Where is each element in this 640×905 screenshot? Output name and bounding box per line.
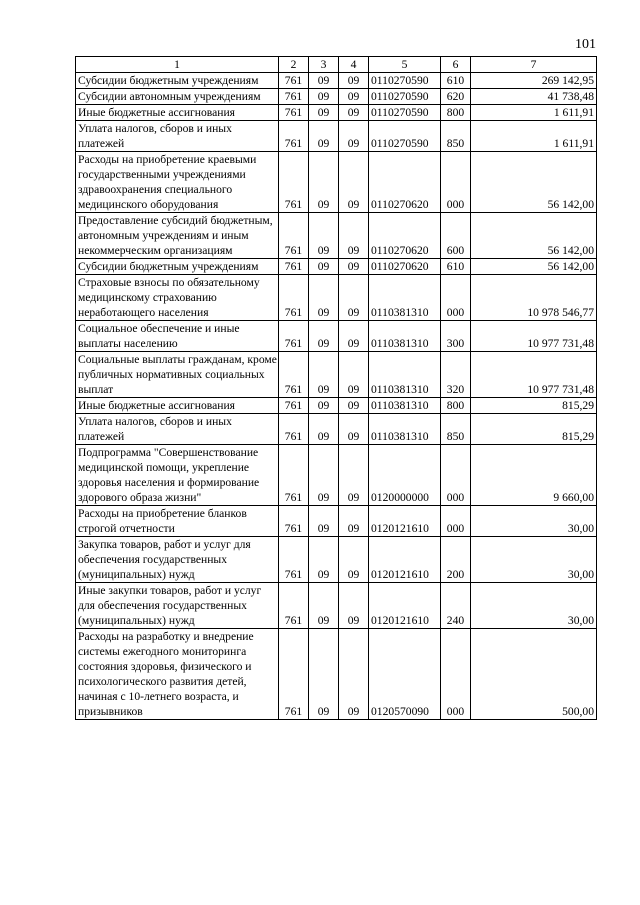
row-subsection-cell: 09	[339, 152, 369, 213]
row-name-cell: Закупка товаров, работ и услуг для обеспечения государственных (муниципальных) нужд	[76, 537, 279, 583]
table-row	[76, 105, 597, 121]
row-section-cell: 09	[309, 89, 339, 105]
row-section-cell: 09	[309, 121, 339, 152]
row-subsection-cell: 09	[339, 537, 369, 583]
row-subsection-cell: 09	[339, 259, 369, 275]
column-header: 2	[279, 57, 309, 73]
row-expense-type-cell: 850	[441, 121, 471, 152]
row-ministry-cell: 761	[279, 321, 309, 352]
row-section-cell: 09	[309, 537, 339, 583]
row-subsection-cell: 09	[339, 213, 369, 259]
table-row	[76, 213, 597, 259]
row-amount-cell: 41 738,48	[471, 89, 597, 105]
row-expense-type-cell: 610	[441, 73, 471, 89]
row-target-article-cell: 0120121610	[369, 583, 441, 629]
row-section-cell: 09	[309, 629, 339, 720]
row-ministry-cell: 761	[279, 414, 309, 445]
row-ministry-cell: 761	[279, 583, 309, 629]
row-section-cell: 09	[309, 275, 339, 321]
row-name-cell: Социальные выплаты гражданам, кроме публичных нормативных социальных выплат	[76, 352, 279, 398]
row-expense-type-cell: 600	[441, 213, 471, 259]
row-expense-type-cell: 800	[441, 105, 471, 121]
row-ministry-cell: 761	[279, 73, 309, 89]
row-name-cell: Расходы на приобретение краевыми государственными учреждениями здравоохранения специального медицинского оборудования	[76, 152, 279, 213]
table-row	[76, 152, 597, 213]
row-amount-cell: 10 978 546,77	[471, 275, 597, 321]
budget-table	[75, 56, 597, 720]
row-section-cell: 09	[309, 213, 339, 259]
row-expense-type-cell: 000	[441, 506, 471, 537]
table-row	[76, 275, 597, 321]
row-section-cell: 09	[309, 583, 339, 629]
row-subsection-cell: 09	[339, 629, 369, 720]
row-target-article-cell: 0120121610	[369, 537, 441, 583]
row-expense-type-cell: 800	[441, 398, 471, 414]
row-amount-cell: 56 142,00	[471, 152, 597, 213]
row-expense-type-cell: 240	[441, 583, 471, 629]
row-ministry-cell: 761	[279, 105, 309, 121]
row-amount-cell: 500,00	[471, 629, 597, 720]
table-row	[76, 398, 597, 414]
row-name-cell: Субсидии автономным учреждениям	[76, 89, 279, 105]
row-subsection-cell: 09	[339, 583, 369, 629]
row-section-cell: 09	[309, 398, 339, 414]
row-amount-cell: 10 977 731,48	[471, 352, 597, 398]
row-expense-type-cell: 000	[441, 275, 471, 321]
column-header: 6	[441, 57, 471, 73]
row-subsection-cell: 09	[339, 445, 369, 506]
row-ministry-cell: 761	[279, 398, 309, 414]
row-name-cell: Подпрограмма "Совершенствование медицинской помощи, укрепление здоровья населения и формирование здорового образа жизни"	[76, 445, 279, 506]
row-target-article-cell: 0110381310	[369, 352, 441, 398]
row-name-cell: Расходы на разработку и внедрение системы ежегодного мониторинга состояния здоровья, физического и психологического развития детей, начиная с 10-летнего возраста, и призывников	[76, 629, 279, 720]
row-amount-cell: 1 611,91	[471, 105, 597, 121]
row-target-article-cell: 0110270590	[369, 89, 441, 105]
row-name-cell: Иные бюджетные ассигнования	[76, 398, 279, 414]
table-row	[76, 321, 597, 352]
header-row	[76, 57, 597, 73]
row-amount-cell: 30,00	[471, 583, 597, 629]
table-row	[76, 506, 597, 537]
row-target-article-cell: 0110381310	[369, 398, 441, 414]
row-ministry-cell: 761	[279, 152, 309, 213]
row-section-cell: 09	[309, 506, 339, 537]
row-amount-cell: 815,29	[471, 398, 597, 414]
row-target-article-cell: 0110381310	[369, 414, 441, 445]
row-name-cell: Страховые взносы по обязательному медицинскому страхованию неработающего населения	[76, 275, 279, 321]
row-target-article-cell: 0110381310	[369, 275, 441, 321]
row-amount-cell: 269 142,95	[471, 73, 597, 89]
row-amount-cell: 30,00	[471, 537, 597, 583]
table-row	[76, 352, 597, 398]
table-row	[76, 583, 597, 629]
table-body	[76, 73, 597, 720]
row-ministry-cell: 761	[279, 259, 309, 275]
row-target-article-cell: 0120000000	[369, 445, 441, 506]
row-subsection-cell: 09	[339, 506, 369, 537]
row-expense-type-cell: 610	[441, 259, 471, 275]
row-section-cell: 09	[309, 445, 339, 506]
row-name-cell: Расходы на приобретение бланков строгой отчетности	[76, 506, 279, 537]
row-ministry-cell: 761	[279, 445, 309, 506]
row-target-article-cell: 0110270620	[369, 152, 441, 213]
row-target-article-cell: 0110270590	[369, 105, 441, 121]
column-header: 4	[339, 57, 369, 73]
column-header: 3	[309, 57, 339, 73]
table-row	[76, 259, 597, 275]
row-name-cell: Субсидии бюджетным учреждениям	[76, 73, 279, 89]
row-target-article-cell: 0120121610	[369, 506, 441, 537]
row-ministry-cell: 761	[279, 121, 309, 152]
row-name-cell: Субсидии бюджетным учреждениям	[76, 259, 279, 275]
row-ministry-cell: 761	[279, 89, 309, 105]
table-row	[76, 89, 597, 105]
row-amount-cell: 56 142,00	[471, 259, 597, 275]
table-row	[76, 414, 597, 445]
row-section-cell: 09	[309, 352, 339, 398]
row-subsection-cell: 09	[339, 321, 369, 352]
column-header: 5	[369, 57, 441, 73]
row-subsection-cell: 09	[339, 275, 369, 321]
row-subsection-cell: 09	[339, 398, 369, 414]
row-section-cell: 09	[309, 73, 339, 89]
row-target-article-cell: 0110270590	[369, 73, 441, 89]
row-target-article-cell: 0110270620	[369, 213, 441, 259]
row-subsection-cell: 09	[339, 105, 369, 121]
row-expense-type-cell: 000	[441, 445, 471, 506]
row-expense-type-cell: 000	[441, 152, 471, 213]
row-name-cell: Уплата налогов, сборов и иных платежей	[76, 414, 279, 445]
row-name-cell: Иные бюджетные ассигнования	[76, 105, 279, 121]
row-expense-type-cell: 850	[441, 414, 471, 445]
row-name-cell: Иные закупки товаров, работ и услуг для обеспечения государственных (муниципальных) нужд	[76, 583, 279, 629]
row-expense-type-cell: 320	[441, 352, 471, 398]
row-ministry-cell: 761	[279, 275, 309, 321]
column-header: 1	[76, 57, 279, 73]
row-subsection-cell: 09	[339, 121, 369, 152]
row-subsection-cell: 09	[339, 414, 369, 445]
row-amount-cell: 9 660,00	[471, 445, 597, 506]
table-row	[76, 121, 597, 152]
row-ministry-cell: 761	[279, 537, 309, 583]
row-subsection-cell: 09	[339, 73, 369, 89]
page-number: 101	[575, 37, 596, 52]
row-name-cell: Предоставление субсидий бюджетным, автономным учреждениям и иным некоммерческим организациям	[76, 213, 279, 259]
row-section-cell: 09	[309, 152, 339, 213]
row-amount-cell: 815,29	[471, 414, 597, 445]
row-section-cell: 09	[309, 321, 339, 352]
row-subsection-cell: 09	[339, 89, 369, 105]
row-expense-type-cell: 620	[441, 89, 471, 105]
row-section-cell: 09	[309, 259, 339, 275]
row-expense-type-cell: 200	[441, 537, 471, 583]
row-ministry-cell: 761	[279, 506, 309, 537]
row-name-cell: Социальное обеспечение и иные выплаты населению	[76, 321, 279, 352]
row-target-article-cell: 0120570090	[369, 629, 441, 720]
row-amount-cell: 1 611,91	[471, 121, 597, 152]
row-section-cell: 09	[309, 414, 339, 445]
table-row	[76, 445, 597, 506]
table-row	[76, 73, 597, 89]
table-row	[76, 629, 597, 720]
row-ministry-cell: 761	[279, 352, 309, 398]
row-ministry-cell: 761	[279, 629, 309, 720]
row-expense-type-cell: 300	[441, 321, 471, 352]
row-amount-cell: 56 142,00	[471, 213, 597, 259]
table-row	[76, 537, 597, 583]
row-target-article-cell: 0110381310	[369, 321, 441, 352]
row-expense-type-cell: 000	[441, 629, 471, 720]
row-name-cell: Уплата налогов, сборов и иных платежей	[76, 121, 279, 152]
row-subsection-cell: 09	[339, 352, 369, 398]
row-amount-cell: 10 977 731,48	[471, 321, 597, 352]
row-target-article-cell: 0110270620	[369, 259, 441, 275]
row-section-cell: 09	[309, 105, 339, 121]
row-amount-cell: 30,00	[471, 506, 597, 537]
row-target-article-cell: 0110270590	[369, 121, 441, 152]
column-header: 7	[471, 57, 597, 73]
row-ministry-cell: 761	[279, 213, 309, 259]
